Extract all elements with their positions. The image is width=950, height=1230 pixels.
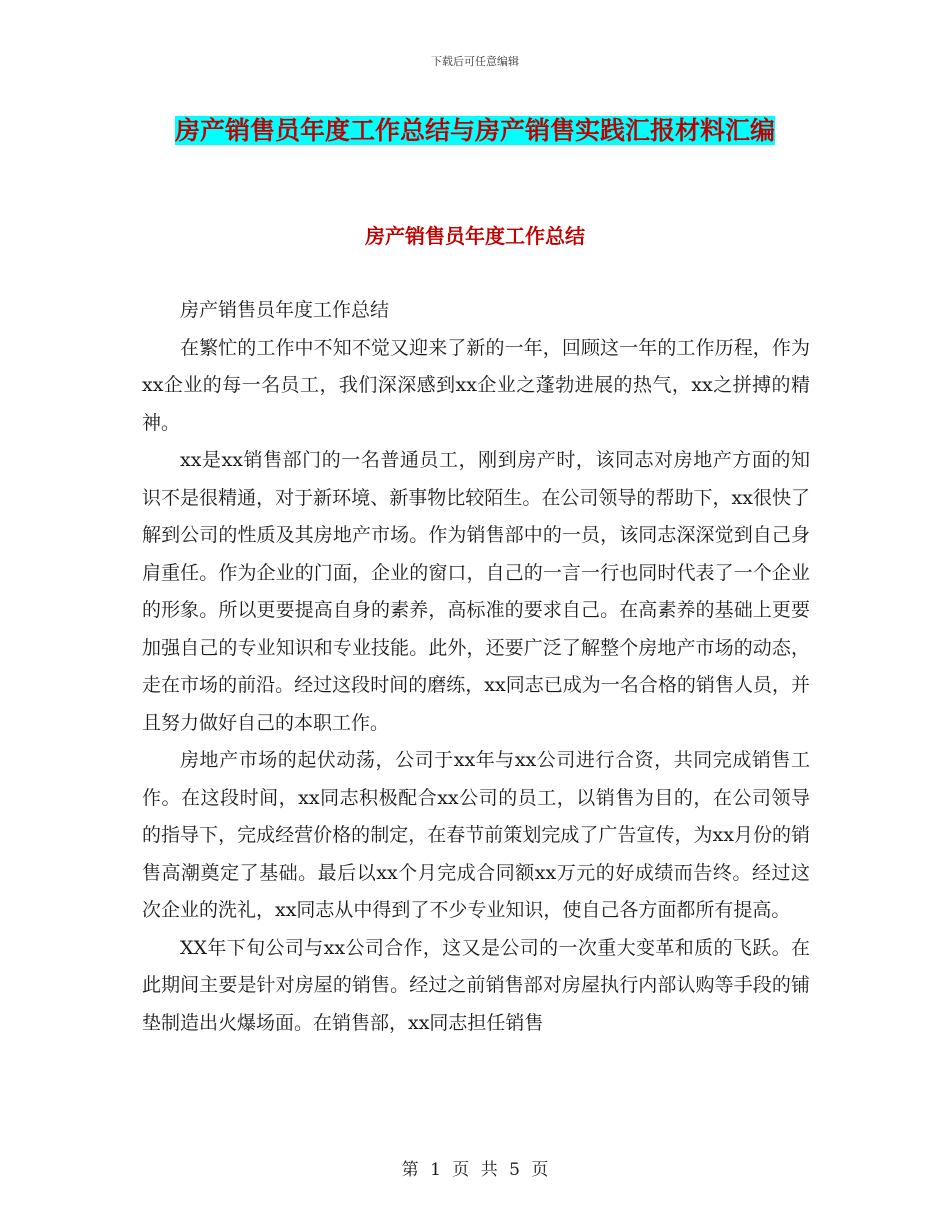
page-footer: 第 1 页 共 5 页 bbox=[401, 1160, 549, 1180]
section-title: 房产销售员年度工作总结 bbox=[365, 224, 585, 248]
paragraph: xx是xx销售部门的一名普通员工，刚到房产时，该同志对房地产方面的知识不是很精通，对于新环境、新事物比较陌生。在公司领导的帮助下，xx很快了解到公司的性质及其房地产市场。作为销售部中的一员，该同志深深觉到自己身肩重任。作为企业的门面，企业的窗口，自己的一言一行也同时代表了一个企业的形象。所以更要提高自身的素养，高标准的要求自己。在高素养的基础上更要加强自己的专业知识和专业技能。此外，还要广泛了解整个房地产市场的动态，走在市场的前沿。经过这段时间的磨练，xx同志已成为一名合格的销售人员，并且努力做好自己的本职工作。 bbox=[142, 449, 810, 734]
document-title-text: 房产销售员年度工作总结与房产销售实践汇报材料汇编 bbox=[174, 116, 775, 145]
paragraph: 在繁忙的工作中不知不觉又迎来了新的一年，回顾这一年的工作历程，作为xx企业的每一名员工，我们深深感到xx企业之蓬勃进展的热气，xx之拼搏的精神。 bbox=[142, 336, 810, 434]
paragraph: XX年下旬公司与xx公司合作，这又是公司的一次重大变革和质的飞跃。在此期间主要是针对房屋的销售。经过之前销售部对房屋执行内部认购等手段的铺垫制造出火爆场面。在销售部，xx同志担任销售 bbox=[142, 936, 810, 1034]
paragraph: 房地产市场的起伏动荡，公司于xx年与xx公司进行合资，共同完成销售工作。在这段时间，xx同志积极配合xx公司的员工，以销售为目的，在公司领导的指导下，完成经营价格的制定，在春节前策划完成了广告宣传，为xx月份的销售高潮奠定了基础。最后以xx个月完成合同额xx万元的好成绩而告终。经过这次企业的洗礼，xx同志从中得到了不少专业知识，使自己各方面都所有提高。 bbox=[142, 749, 810, 921]
paragraph: 房产销售员年度工作总结 bbox=[180, 299, 390, 321]
document-title bbox=[140, 108, 810, 154]
header-note: 下载后可任意编辑 bbox=[431, 55, 519, 68]
document-body bbox=[142, 292, 810, 1042]
